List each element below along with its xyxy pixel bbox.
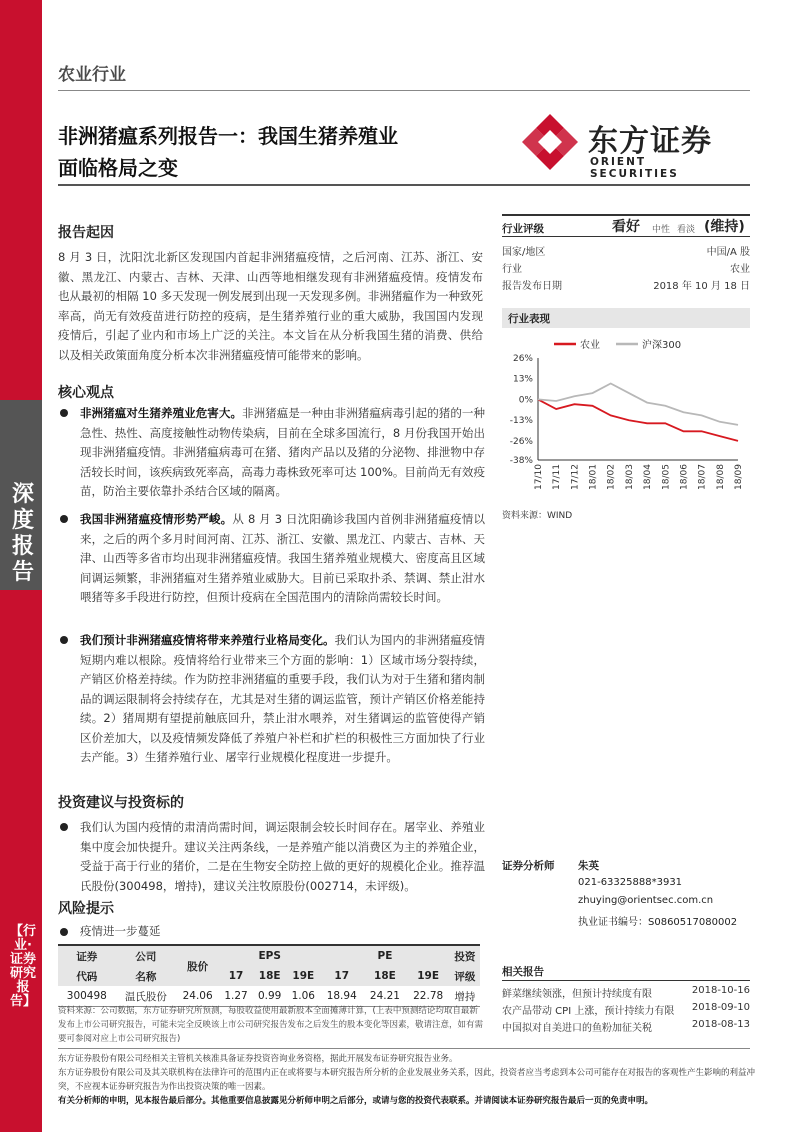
x-tick-label: 18/01 [588,464,599,490]
x-tick-label: 17/11 [552,464,563,490]
bullet-dot [60,409,68,417]
origin-heading: 报告起因 [58,225,114,241]
cell-rating: 增持 [450,986,480,1007]
cell-eps19: 1.06 [286,986,320,1007]
y-tick-label: 13% [512,374,533,385]
related-title[interactable]: 鲜菜继续领涨，但预计持续度有限 [502,989,652,1000]
th-year: 17 [320,966,363,986]
cell-eps18: 0.99 [253,986,287,1007]
core-point-1 [80,404,485,502]
chart-source: 资料来源：WIND [502,511,573,521]
x-tick-label: 18/08 [715,464,726,490]
disclaimer-line: 东方证券股份有限公司及其关联机构在法律许可的范围内正在或将要与本研究报告所分析的企业发展业务关系，因此，投资者应当考虑到本公司可能存在对报告的客观性产生影响的利益冲突，不应视本证券研究报告为作出投资决策的唯一因素。 [58,1068,756,1092]
related-rule [502,980,750,981]
th-rating2: 评级 [450,966,480,986]
related-date: 2018-10-16 [691,985,750,996]
th-year: 18E [253,966,287,986]
company-logo [520,112,740,180]
performance-heading: 行业表现 [508,313,550,325]
related-heading: 相关报告 [502,966,544,978]
core-point-3-bold: 我们预计非洲猪瘟疫情将带来养殖行业格局变化。 [80,633,335,647]
disclaimer-line: 东方证券股份有限公司经相关主管机关核准具备证券投资咨询业务资格，据此开展发布证券研究报告业务。 [58,1054,458,1064]
invest-text: 我们认为国内疫情的肃清尚需时间，调运限制会较长时间存在。屠宰业、养殖业集中度会加快提升。建议关注两条线，一是养殖产能以消费区为主的养殖企业，受益于高于行业的猪价，二是在生物安全防控上做的更好的规模化企业。推荐温氏股份(300498，增持)，建议关注牧原股份(002714，未评级)。 [80,820,485,893]
footer-rule [58,1048,750,1049]
bullet-dot [60,823,68,831]
rating-maintain: (维持) [704,219,745,235]
core-point-2 [80,510,485,608]
title-line-2: 面临格局之变 [58,156,178,180]
risk-text: 疫情进一步蔓延 [80,924,161,938]
analyst-cert: 执业证书编号：S0860517080002 [578,917,738,928]
info-label: 报告发布日期 [502,281,562,292]
x-tick-label: 18/09 [734,464,744,490]
side-red-bar-bottom [0,590,42,1132]
y-tick-label: 0% [518,395,533,406]
header-divider [58,90,750,91]
th-company: 公司 [116,945,176,966]
report-type-label: 深度报告 [11,482,34,585]
th-rating: 投资 [450,945,480,966]
x-tick-label: 18/03 [624,464,635,490]
analyst-email[interactable]: zhuying@orientsec.com.cn [578,895,714,906]
legend-label: 农业 [580,340,600,351]
core-heading: 核心观点 [58,385,114,401]
rating-option: 中性 [652,225,671,235]
cell-code: 300498 [58,986,116,1007]
disclaimer-bold: 有关分析师的申明，见本报告最后部分。其他重要信息披露见分析师申明之后部分，或请与您的投资代表联系。并请阅读本证券研究报告最后一页的免责申明。 [58,1096,654,1106]
core-point-3-text: 我们认为国内的非洲猪瘟疫情短期内难以根除。疫情将给行业带来三个方面的影响：1）区域市场分裂持续，产销区价格差持续。作为防控非洲猪瘟的重要手段，我们认为对于生猪和猪肉制品的调运限制将会持续存在，尤其是对生猪的调运监管，预计产销区价格差能持续。2）猪周期有望提前触底回升，禁止泔水喂养，对生猪调运的监管使得产销区价差加大，以及疫情频发降低了养殖户补栏和扩栏的积极性三方面加快了行业去产能。3）生猪养殖行业、屠宰行业规模化程度进一步提升。 [80,633,486,764]
bullet-dot [60,636,68,644]
bullet-dot [60,515,68,523]
side-red-bar-top [0,0,42,400]
th-year: 19E [286,966,320,986]
rating-option: 看淡 [677,225,696,235]
th-price: 股价 [176,945,219,986]
bullet-dot [60,928,68,936]
info-label: 国家/地区 [502,247,546,258]
x-tick-label: 18/07 [697,464,708,490]
th-code: 证券 [58,945,116,966]
origin-text: 8 月 3 日，沈阳沈北新区发现国内首起非洲猪瘟疫情，之后河南、江苏、浙江、安徽、黑龙江、内蒙古、吉林、天津、山西等地相继发现有非洲猪瘟疫情。疫情发布也从最初的相隔 10 多天发现一例发展到出现一天发现多例。非洲猪瘟作为一种致死率高，尚无有效疫苗进行防控的疫病，是生猪养殖行业的重大威胁，我国国内发现疫情后，引起了业内和市场上广泛的关注。本文旨在从分析我国生猪的消费、供给以及相关政策面角度分析本次非洲猪瘟疫情可能带来的影响。 [58,250,483,362]
analyst-label: 证券分析师 [502,860,555,872]
logo-en: ORIENT SECURITIES [590,156,679,180]
cell-pe18: 24.21 [363,986,406,1007]
analyst-phone: 021-63325888*3931 [578,877,683,888]
table-note: 资料来源：公司数据，东方证券研究所预测，每股收益使用最新股本全面摊薄计算，(上表中预测结论均取自最新发布上市公司研究报告，可能未完全反映该上市公司研究报告发布之后发生的股本变化等因素，敬请注意，如有需要可参阅对应上市公司研究报告) [58,1006,484,1044]
core-point-2-text: 从 8 月 3 日沈阳确诊我国内首例非洲猪瘟疫情以来，之后的两个多月时间河南、江苏、浙江、安徽、黑龙江、内蒙古、吉林、天津、山西等多省市均出现非洲猪瘟疫情。我国生猪养殖业规模大、密度高且区域间调运频繁，非洲猪瘟对生猪养殖业威胁大。目前已采取扑杀、禁调、禁止泔水喂猪等多手段进行防控，但预计疫病在全国范围内的清除尚需较长时间。 [80,512,485,604]
cell-pe17: 18.94 [320,986,363,1007]
th-pe: PE [320,945,450,966]
core-point-3 [80,631,485,768]
related-title[interactable]: 农产品带动 CPI 上涨，预计持续力有限 [502,1006,675,1017]
x-tick-label: 17/12 [570,464,581,490]
y-tick-label: 26% [512,354,533,364]
legend-label: 沪深300 [642,340,682,351]
x-tick-label: 18/06 [679,464,690,490]
x-tick-label: 18/05 [661,464,672,490]
sector-label: 农业行业 [58,65,126,85]
invest-heading: 投资建议与投资标的 [58,795,184,811]
series-line [538,399,738,441]
core-point-1-bold: 非洲猪瘟对生猪养殖业危害大。 [80,406,243,420]
y-tick-label: -13% [509,416,533,427]
x-tick-label: 18/04 [643,464,654,490]
core-point-2-bold: 我国非洲猪瘟疫情形势严峻。 [80,512,233,526]
logo-cn: 东方证券 [588,124,712,159]
th-code2: 代码 [58,966,116,986]
title-line-1: 非洲猪瘟系列报告一：我国生猪养殖业 [58,124,398,148]
risk-heading: 风险提示 [58,901,114,917]
rating-value: 看好 [612,219,640,235]
cell-price: 24.06 [176,986,219,1007]
related-date: 2018-09-10 [691,1002,750,1013]
rating-divider [502,236,750,237]
category-label: 【行业·证券研究报告】 [10,924,37,1009]
title-divider [58,184,750,186]
info-value: 中国/A 股 [706,247,750,258]
related-title[interactable]: 中国拟对自美进口的鱼粉加征关税 [502,1023,652,1034]
valuation-table [58,944,480,1007]
info-value: 农业 [730,264,750,275]
series-line [538,384,738,425]
th-eps: EPS [219,945,320,966]
core-point-1-text: 非洲猪瘟是一种由非洲猪瘟病毒引起的猪的一种急性、热性、高度接触性动物传染病，目前在全球多国流行，8 月份我国开始出现非洲猪瘟疫情。非洲猪瘟病毒可在猪、猪肉产品以及猪的分泌物、排泄物中存活较长时间，该疾病致死率高，高毒力毒株致死率可达 100%。目前尚无有效疫苗，防治主要依靠扑杀结合区域的隔离。 [80,406,485,498]
y-tick-label: -38% [509,456,533,466]
logo-mark-icon [520,112,580,172]
x-tick-label: 18/02 [606,464,617,490]
report-title [58,120,498,184]
performance-heading-band [502,308,750,328]
analyst-name: 朱英 [578,860,599,872]
info-label: 行业 [502,264,522,275]
cell-pe19: 22.78 [407,986,450,1007]
th-year: 17 [219,966,253,986]
related-date: 2018-08-13 [691,1019,750,1030]
cell-eps17: 1.27 [219,986,253,1007]
x-tick-label: 17/10 [534,464,544,490]
cell-name: 温氏股份 [116,986,176,1007]
th-company2: 名称 [116,966,176,986]
y-tick-label: -26% [509,436,533,447]
th-year: 19E [407,966,450,986]
performance-chart [502,332,750,504]
info-value: 2018 年 10 月 18 日 [653,281,750,292]
th-year: 18E [363,966,406,986]
rating-label: 行业评级 [502,223,544,235]
